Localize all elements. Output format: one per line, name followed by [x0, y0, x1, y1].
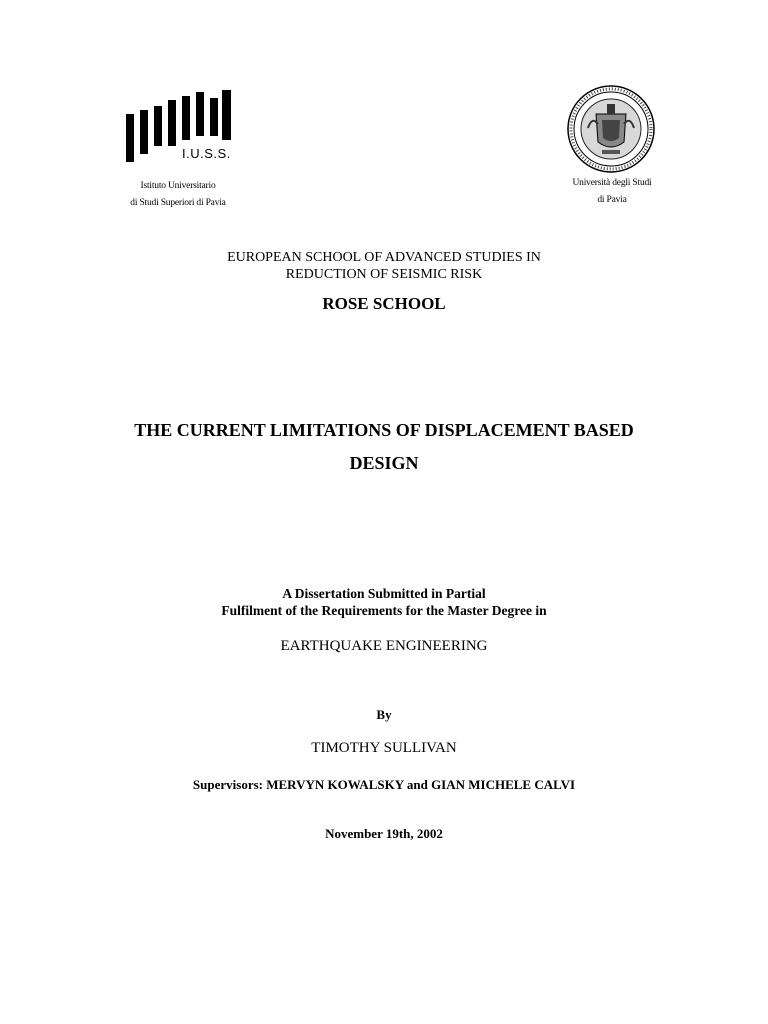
university-seal	[566, 84, 656, 174]
unipv-caption-line2: di Pavia	[597, 195, 627, 205]
school-line2: REDUCTION OF SEISMIC RISK	[285, 267, 483, 282]
iuss-caption-line1: Istituto Universitario	[140, 181, 216, 191]
title-line2: DESIGN	[349, 453, 419, 473]
date: November 19th, 2002	[325, 826, 443, 841]
unipv-caption-line1: Università degli Studi	[572, 178, 652, 188]
logo-bar	[210, 98, 218, 136]
submission-line1: A Dissertation Submitted in Partial	[282, 586, 486, 601]
logo-bar	[222, 90, 231, 140]
school-name: ROSE SCHOOL	[322, 294, 446, 313]
submission-line2: Fulfilment of the Requirements for the Master Degree in	[221, 603, 547, 618]
author-name: TIMOTHY SULLIVAN	[311, 740, 457, 756]
logo-bar	[140, 110, 148, 154]
school-line1: EUROPEAN SCHOOL OF ADVANCED STUDIES IN	[227, 250, 541, 265]
unipv-caption	[552, 175, 672, 209]
iuss-logo	[118, 88, 268, 168]
iuss-caption-line2: di Studi Superiori di Pavia	[130, 198, 226, 208]
title-line1: THE CURRENT LIMITATIONS OF DISPLACEMENT BASED	[134, 420, 634, 440]
logo-text: I.U.S.S.	[182, 146, 231, 161]
logo-bar	[154, 106, 162, 146]
logo-bar	[196, 92, 204, 136]
logo-bar	[182, 96, 190, 140]
iuss-caption	[118, 178, 238, 212]
program-name: EARTHQUAKE ENGINEERING	[280, 638, 488, 654]
by-label: By	[376, 707, 392, 722]
logo-bar	[168, 100, 176, 146]
supervisors: Supervisors: MERVYN KOWALSKY and GIAN MICHELE CALVI	[192, 777, 576, 792]
logo-bar	[126, 114, 134, 162]
